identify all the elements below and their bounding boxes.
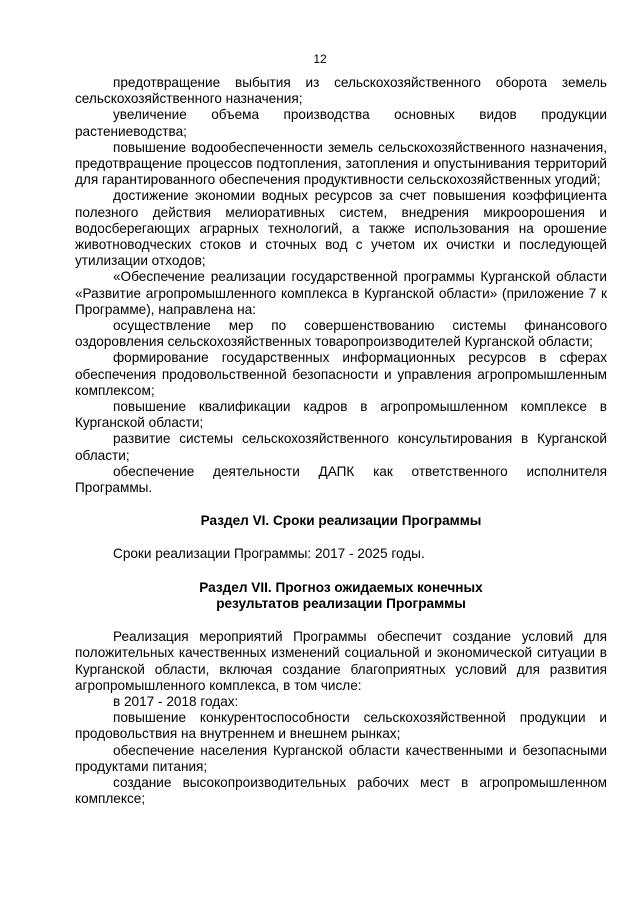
paragraph: развитие системы сельскохозяйственного консультирования в Курганской области;	[75, 431, 607, 463]
document-body	[75, 75, 607, 807]
page-number: 12	[313, 52, 327, 66]
paragraph: повышение водообеспеченности земель сельскохозяйственного назначения, предотвращение процессов подтопления, затопления и опустынивания территорий для гарантированного обеспечения продуктивности сельскохозяйственных угодий;	[75, 139, 607, 188]
section-heading-line: результатов реализации Программы	[216, 595, 466, 611]
paragraph: повышение конкурентоспособности сельскохозяйственной продукции и продовольствия на внутреннем и внешнем рынках;	[75, 710, 607, 742]
paragraph: «Обеспечение реализации государственной программы Курганской области «Развитие агропромышленного комплекса в Курганской области» (приложение 7 к Программе), направлена на:	[75, 269, 607, 317]
paragraph: Сроки реализации Программы: 2017 - 2025 годы.	[113, 546, 425, 562]
paragraph: предотвращение выбытия из сельскохозяйственного оборота земель сельскохозяйственного назначения;	[75, 75, 607, 107]
paragraph: достижение экономии водных ресурсов за счет повышения коэффициента полезного действия мелиоративных систем, внедрения микроорошения и водосберегающих аграрных технологий, а также использования на орошение животноводческих стоков и сточных вод с учетом их очистки и последующей утилизации отходов;	[75, 188, 607, 269]
paragraph: обеспечение населения Курганской области качественными и безопасными продуктами питания;	[75, 742, 607, 774]
paragraph: повышение квалификации кадров в агропромышленном комплексе в Курганской области;	[75, 399, 607, 431]
paragraph: в 2017 - 2018 годах:	[113, 693, 239, 709]
paragraph: увеличение объема производства основных видов продукции растениеводства;	[75, 107, 607, 139]
paragraph: осуществление мер по совершенствованию системы финансового оздоровления сельскохозяйственных товаропроизводителей Курганской области;	[75, 318, 607, 350]
paragraph: создание высокопроизводительных рабочих мест в агропромышленном комплексе;	[75, 774, 607, 807]
paragraph: формирование государственных информационных ресурсов в сферах обеспечения продовольственной безопасности и управления агропромышленным комплексом;	[75, 350, 607, 398]
section-heading-line: Раздел VII. Прогноз ожидаемых конечных	[199, 579, 483, 595]
section-heading: Раздел VI. Сроки реализации Программы	[200, 513, 482, 529]
section-heading	[75, 580, 607, 612]
paragraph: обеспечение деятельности ДАПК как ответственного исполнителя Программы.	[75, 463, 607, 496]
paragraph: Реализация мероприятий Программы обеспечит создание условий для положительных качественных изменений социальной и экономической ситуации в Курганской области, включая создание благоприятных условий для развития агропромышленного комплекса, в том числе:	[75, 629, 607, 693]
